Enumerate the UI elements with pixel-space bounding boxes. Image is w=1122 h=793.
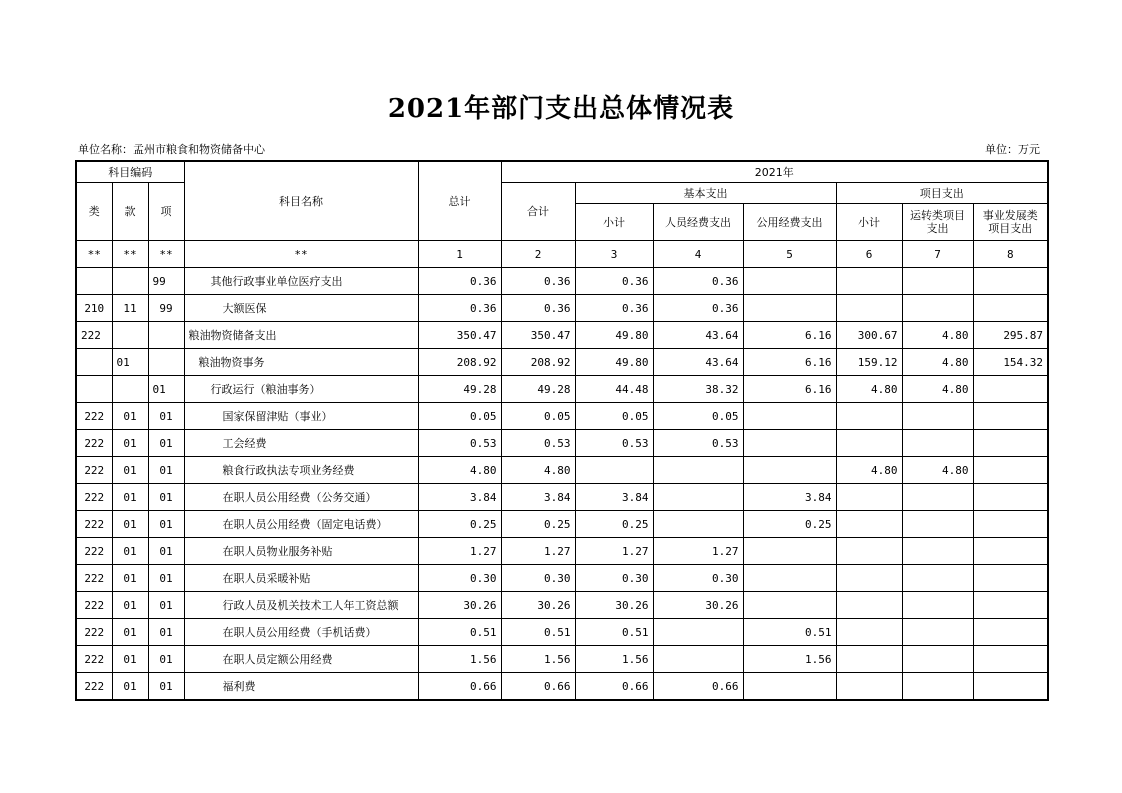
development-project-cell xyxy=(973,592,1048,619)
lei-cell xyxy=(76,268,112,295)
public-expense-cell: 6.16 xyxy=(743,376,836,403)
index-cell: 4 xyxy=(653,241,743,268)
xiang-cell: 99 xyxy=(148,295,184,322)
development-project-cell xyxy=(973,565,1048,592)
kuan-cell: 01 xyxy=(112,619,148,646)
public-expense-cell: 0.25 xyxy=(743,511,836,538)
basic-subtotal-cell: 0.30 xyxy=(575,565,653,592)
index-cell: ** xyxy=(184,241,418,268)
public-expense-cell xyxy=(743,457,836,484)
transfer-project-cell xyxy=(902,484,973,511)
kuan-cell xyxy=(112,268,148,295)
table-row xyxy=(76,673,1048,701)
kuan-header: 款 xyxy=(112,183,148,241)
kuan-cell: 01 xyxy=(112,538,148,565)
subject-name-cell: 国家保留津贴（事业） xyxy=(184,403,418,430)
subject-name-cell: 其他行政事业单位医疗支出 xyxy=(184,268,418,295)
project-expenditure-header: 项目支出 xyxy=(836,183,1048,204)
kuan-cell: 01 xyxy=(112,484,148,511)
kuan-cell: 01 xyxy=(112,673,148,701)
transfer-project-cell xyxy=(902,592,973,619)
expenditure-table xyxy=(75,160,1049,701)
public-expense-cell xyxy=(743,592,836,619)
personnel-expense-cell: 1.27 xyxy=(653,538,743,565)
development-project-cell xyxy=(973,538,1048,565)
kuan-cell xyxy=(112,322,148,349)
kuan-cell: 01 xyxy=(112,457,148,484)
table-row xyxy=(76,646,1048,673)
transfer-project-cell xyxy=(902,538,973,565)
public-expense-cell: 6.16 xyxy=(743,349,836,376)
xiang-header: 项 xyxy=(148,183,184,241)
transfer-project-cell xyxy=(902,295,973,322)
development-project-cell xyxy=(973,403,1048,430)
heji-cell: 0.53 xyxy=(501,430,575,457)
development-project-header: 事业发展类项目支出 xyxy=(973,204,1048,241)
index-row xyxy=(76,241,1048,268)
table-row xyxy=(76,403,1048,430)
transfer-project-cell xyxy=(902,403,973,430)
personnel-expense-cell: 0.66 xyxy=(653,673,743,701)
transfer-project-cell xyxy=(902,511,973,538)
heji-cell: 0.30 xyxy=(501,565,575,592)
xiang-cell: 01 xyxy=(148,457,184,484)
personnel-expense-cell xyxy=(653,646,743,673)
public-expense-header: 公用经费支出 xyxy=(743,204,836,241)
total-cell: 208.92 xyxy=(418,349,501,376)
lei-cell: 222 xyxy=(76,673,112,701)
public-expense-cell xyxy=(743,403,836,430)
heji-cell: 0.66 xyxy=(501,673,575,701)
kuan-cell: 01 xyxy=(112,511,148,538)
page-title: 2021年部门支出总体情况表 xyxy=(387,94,735,124)
subject-name-cell: 在职人员公用经费（公务交通） xyxy=(184,484,418,511)
transfer-project-cell xyxy=(902,619,973,646)
personnel-expense-cell xyxy=(653,484,743,511)
total-cell: 30.26 xyxy=(418,592,501,619)
heji-cell: 0.36 xyxy=(501,268,575,295)
table-row xyxy=(76,295,1048,322)
xiang-cell: 01 xyxy=(148,592,184,619)
public-expense-cell xyxy=(743,538,836,565)
lei-cell xyxy=(76,376,112,403)
heji-cell: 1.56 xyxy=(501,646,575,673)
personnel-expense-cell xyxy=(653,511,743,538)
index-cell: ** xyxy=(76,241,112,268)
project-subtotal-cell: 4.80 xyxy=(836,376,902,403)
xiang-cell xyxy=(148,322,184,349)
kuan-cell: 01 xyxy=(112,646,148,673)
basic-subtotal-header: 小计 xyxy=(575,204,653,241)
lei-cell: 222 xyxy=(76,457,112,484)
xiang-cell: 01 xyxy=(148,646,184,673)
development-project-cell xyxy=(973,646,1048,673)
transfer-project-cell: 4.80 xyxy=(902,457,973,484)
development-project-cell xyxy=(973,430,1048,457)
personnel-expense-cell: 0.36 xyxy=(653,268,743,295)
basic-subtotal-cell: 1.27 xyxy=(575,538,653,565)
project-subtotal-cell xyxy=(836,592,902,619)
basic-subtotal-cell xyxy=(575,457,653,484)
subject-name-cell: 大额医保 xyxy=(184,295,418,322)
lei-cell: 222 xyxy=(76,538,112,565)
heji-cell: 3.84 xyxy=(501,484,575,511)
xiang-cell: 01 xyxy=(148,403,184,430)
transfer-project-cell: 4.80 xyxy=(902,322,973,349)
public-expense-cell: 6.16 xyxy=(743,322,836,349)
table-row xyxy=(76,268,1048,295)
lei-cell: 222 xyxy=(76,403,112,430)
project-subtotal-cell xyxy=(836,268,902,295)
project-subtotal-cell xyxy=(836,538,902,565)
subject-name-cell: 行政运行（粮油事务） xyxy=(184,376,418,403)
table-row xyxy=(76,538,1048,565)
total-cell: 0.25 xyxy=(418,511,501,538)
project-subtotal-cell xyxy=(836,646,902,673)
personnel-expense-cell: 0.05 xyxy=(653,403,743,430)
heji-cell: 0.51 xyxy=(501,619,575,646)
heji-cell: 0.36 xyxy=(501,295,575,322)
subject-name-cell: 行政人员及机关技术工人年工资总额 xyxy=(184,592,418,619)
total-cell: 350.47 xyxy=(418,322,501,349)
lei-cell: 222 xyxy=(76,646,112,673)
personnel-expense-cell xyxy=(653,457,743,484)
public-expense-cell: 0.51 xyxy=(743,619,836,646)
lei-cell: 222 xyxy=(76,619,112,646)
table-row xyxy=(76,376,1048,403)
index-cell: ** xyxy=(112,241,148,268)
basic-subtotal-cell: 0.53 xyxy=(575,430,653,457)
heji-header: 合计 xyxy=(501,183,575,241)
project-subtotal-cell: 159.12 xyxy=(836,349,902,376)
public-expense-cell xyxy=(743,295,836,322)
personnel-expense-cell: 0.36 xyxy=(653,295,743,322)
personnel-expense-cell: 38.32 xyxy=(653,376,743,403)
xiang-cell: 01 xyxy=(148,619,184,646)
xiang-cell: 01 xyxy=(148,673,184,701)
subject-name-cell: 在职人员公用经费（手机话费） xyxy=(184,619,418,646)
total-cell: 0.05 xyxy=(418,403,501,430)
index-cell: 2 xyxy=(501,241,575,268)
project-subtotal-cell xyxy=(836,403,902,430)
transfer-project-cell: 4.80 xyxy=(902,349,973,376)
development-project-cell xyxy=(973,484,1048,511)
heji-cell: 30.26 xyxy=(501,592,575,619)
table-row xyxy=(76,484,1048,511)
kuan-cell: 11 xyxy=(112,295,148,322)
table-row xyxy=(76,322,1048,349)
xiang-cell: 99 xyxy=(148,268,184,295)
total-header: 总计 xyxy=(418,161,501,241)
subject-name-cell: 在职人员定额公用经费 xyxy=(184,646,418,673)
kuan-cell: 01 xyxy=(112,565,148,592)
transfer-project-cell xyxy=(902,646,973,673)
subject-name-cell: 粮油物资事务 xyxy=(184,349,418,376)
heji-cell: 350.47 xyxy=(501,322,575,349)
basic-subtotal-cell: 49.80 xyxy=(575,322,653,349)
basic-subtotal-cell: 49.80 xyxy=(575,349,653,376)
transfer-project-cell xyxy=(902,673,973,701)
development-project-cell: 154.32 xyxy=(973,349,1048,376)
kuan-cell: 01 xyxy=(112,349,148,376)
total-cell: 1.56 xyxy=(418,646,501,673)
kuan-cell: 01 xyxy=(112,430,148,457)
xiang-cell: 01 xyxy=(148,565,184,592)
project-subtotal-cell xyxy=(836,511,902,538)
total-cell: 0.66 xyxy=(418,673,501,701)
public-expense-cell: 3.84 xyxy=(743,484,836,511)
project-subtotal-cell: 300.67 xyxy=(836,322,902,349)
subject-name-cell: 粮油物资储备支出 xyxy=(184,322,418,349)
total-cell: 1.27 xyxy=(418,538,501,565)
index-cell: 7 xyxy=(902,241,973,268)
xiang-cell: 01 xyxy=(148,484,184,511)
table-row xyxy=(76,592,1048,619)
table-row xyxy=(76,619,1048,646)
project-subtotal-header: 小计 xyxy=(836,204,902,241)
total-cell: 0.30 xyxy=(418,565,501,592)
heji-cell: 4.80 xyxy=(501,457,575,484)
heji-cell: 0.05 xyxy=(501,403,575,430)
basic-subtotal-cell: 44.48 xyxy=(575,376,653,403)
transfer-project-cell xyxy=(902,268,973,295)
total-cell: 49.28 xyxy=(418,376,501,403)
basic-subtotal-cell: 0.05 xyxy=(575,403,653,430)
transfer-project-cell xyxy=(902,430,973,457)
xiang-cell: 01 xyxy=(148,430,184,457)
lei-header: 类 xyxy=(76,183,112,241)
transfer-project-header: 运转类项目支出 xyxy=(902,204,973,241)
total-cell: 0.51 xyxy=(418,619,501,646)
development-project-cell xyxy=(973,295,1048,322)
year-header: 2021年 xyxy=(501,161,1048,183)
table-row xyxy=(76,457,1048,484)
public-expense-cell: 1.56 xyxy=(743,646,836,673)
lei-cell: 222 xyxy=(76,565,112,592)
table-row xyxy=(76,511,1048,538)
heji-cell: 0.25 xyxy=(501,511,575,538)
index-cell: 5 xyxy=(743,241,836,268)
development-project-cell xyxy=(973,268,1048,295)
public-expense-cell xyxy=(743,430,836,457)
lei-cell: 222 xyxy=(76,322,112,349)
subject-name-header: 科目名称 xyxy=(184,161,418,241)
subject-name-cell: 福利费 xyxy=(184,673,418,701)
development-project-cell xyxy=(973,673,1048,701)
subject-name-cell: 在职人员公用经费（固定电话费） xyxy=(184,511,418,538)
basic-subtotal-cell: 0.36 xyxy=(575,268,653,295)
xiang-cell: 01 xyxy=(148,538,184,565)
index-cell: 3 xyxy=(575,241,653,268)
xiang-cell xyxy=(148,349,184,376)
basic-subtotal-cell: 0.66 xyxy=(575,673,653,701)
kuan-cell: 01 xyxy=(112,592,148,619)
personnel-expense-header: 人员经费支出 xyxy=(653,204,743,241)
basic-expenditure-header: 基本支出 xyxy=(575,183,836,204)
project-subtotal-cell xyxy=(836,295,902,322)
development-project-cell xyxy=(973,457,1048,484)
lei-cell: 222 xyxy=(76,430,112,457)
public-expense-cell xyxy=(743,565,836,592)
personnel-expense-cell: 0.53 xyxy=(653,430,743,457)
lei-cell: 210 xyxy=(76,295,112,322)
index-cell: ** xyxy=(148,241,184,268)
table-row xyxy=(76,565,1048,592)
subject-name-cell: 在职人员物业服务补贴 xyxy=(184,538,418,565)
index-cell: 8 xyxy=(973,241,1048,268)
basic-subtotal-cell: 30.26 xyxy=(575,592,653,619)
development-project-cell xyxy=(973,511,1048,538)
development-project-cell xyxy=(973,376,1048,403)
development-project-cell xyxy=(973,619,1048,646)
unit-name-label: 单位名称：孟州市粮食和物资储备中心 xyxy=(78,143,265,156)
xiang-cell: 01 xyxy=(148,511,184,538)
transfer-project-cell: 4.80 xyxy=(902,376,973,403)
basic-subtotal-cell: 1.56 xyxy=(575,646,653,673)
currency-unit-label: 单位：万元 xyxy=(985,143,1040,156)
basic-subtotal-cell: 3.84 xyxy=(575,484,653,511)
project-subtotal-cell xyxy=(836,673,902,701)
project-subtotal-cell xyxy=(836,484,902,511)
personnel-expense-cell: 30.26 xyxy=(653,592,743,619)
personnel-expense-cell: 0.30 xyxy=(653,565,743,592)
public-expense-cell xyxy=(743,673,836,701)
total-cell: 4.80 xyxy=(418,457,501,484)
lei-cell: 222 xyxy=(76,511,112,538)
total-cell: 0.36 xyxy=(418,295,501,322)
index-cell: 6 xyxy=(836,241,902,268)
basic-subtotal-cell: 0.25 xyxy=(575,511,653,538)
total-cell: 0.53 xyxy=(418,430,501,457)
transfer-project-cell xyxy=(902,565,973,592)
personnel-expense-cell: 43.64 xyxy=(653,349,743,376)
table-row xyxy=(76,349,1048,376)
table-row xyxy=(76,430,1048,457)
lei-cell: 222 xyxy=(76,484,112,511)
public-expense-cell xyxy=(743,268,836,295)
xiang-cell: 01 xyxy=(148,376,184,403)
project-subtotal-cell: 4.80 xyxy=(836,457,902,484)
total-cell: 0.36 xyxy=(418,268,501,295)
subject-name-cell: 工会经费 xyxy=(184,430,418,457)
project-subtotal-cell xyxy=(836,619,902,646)
kuan-cell: 01 xyxy=(112,403,148,430)
heji-cell: 49.28 xyxy=(501,376,575,403)
subject-name-cell: 在职人员采暖补贴 xyxy=(184,565,418,592)
heji-cell: 1.27 xyxy=(501,538,575,565)
kuan-cell xyxy=(112,376,148,403)
personnel-expense-cell: 43.64 xyxy=(653,322,743,349)
basic-subtotal-cell: 0.36 xyxy=(575,295,653,322)
lei-cell xyxy=(76,349,112,376)
project-subtotal-cell xyxy=(836,565,902,592)
heji-cell: 208.92 xyxy=(501,349,575,376)
total-cell: 3.84 xyxy=(418,484,501,511)
code-group-header: 科目编码 xyxy=(76,161,184,183)
lei-cell: 222 xyxy=(76,592,112,619)
project-subtotal-cell xyxy=(836,430,902,457)
subject-name-cell: 粮食行政执法专项业务经费 xyxy=(184,457,418,484)
development-project-cell: 295.87 xyxy=(973,322,1048,349)
personnel-expense-cell xyxy=(653,619,743,646)
index-cell: 1 xyxy=(418,241,501,268)
basic-subtotal-cell: 0.51 xyxy=(575,619,653,646)
